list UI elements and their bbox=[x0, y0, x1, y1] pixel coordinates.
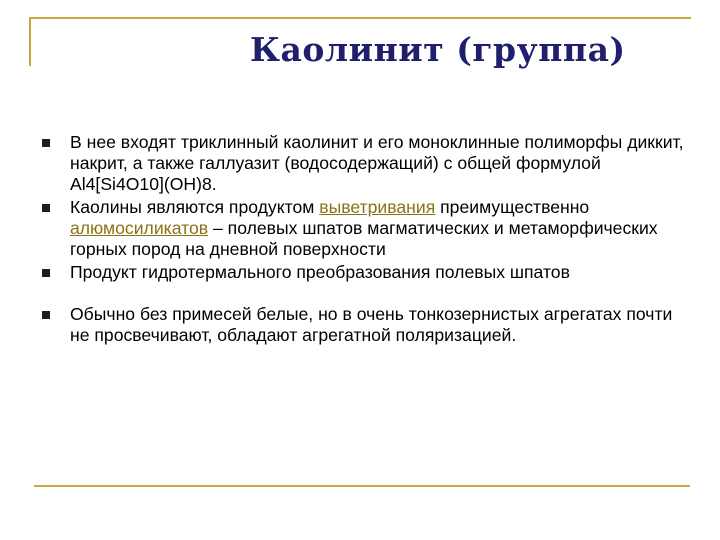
slide-title: Каолинит (группа) bbox=[250, 30, 626, 69]
square-bullet-icon bbox=[42, 204, 50, 212]
bullet-item-origin bbox=[36, 197, 686, 260]
bullet-text-middle: преимущественно bbox=[435, 197, 590, 217]
bullet-list bbox=[36, 132, 686, 346]
bullet-text: Продукт гидротермального преобразования полевых шпатов bbox=[70, 262, 570, 282]
bullet-text: Обычно без примесей белые, но в очень тонкозернистых агрегатах почти не просвечивают, обладают агрегатной поляризацией. bbox=[70, 304, 673, 345]
square-bullet-icon bbox=[42, 269, 50, 277]
weathering-link[interactable]: выветривания bbox=[319, 197, 436, 217]
bullet-text-start: Каолины являются продуктом bbox=[70, 197, 320, 217]
bullet-item-composition bbox=[36, 132, 686, 195]
bullet-item-appearance bbox=[36, 304, 686, 346]
square-bullet-icon bbox=[42, 139, 50, 147]
square-bullet-icon bbox=[42, 311, 50, 319]
frame-bottom-line bbox=[34, 485, 690, 487]
bullet-text-end: – полевых шпатов магматических и метаморфических горных пород на дневной поверхности bbox=[70, 218, 658, 259]
frame-left-line bbox=[29, 17, 31, 66]
frame-top-line bbox=[29, 17, 691, 19]
aluminosilicates-link[interactable]: алюмосиликатов bbox=[70, 218, 209, 238]
bullet-text: В нее входят триклинный каолинит и его моноклинные полиморфы диккит, накрит, а также галлуазит (водосодержащий) с общей формулой Al4[Si4O10](OH)8. bbox=[70, 132, 684, 194]
bullet-item-hydrothermal bbox=[36, 262, 686, 283]
